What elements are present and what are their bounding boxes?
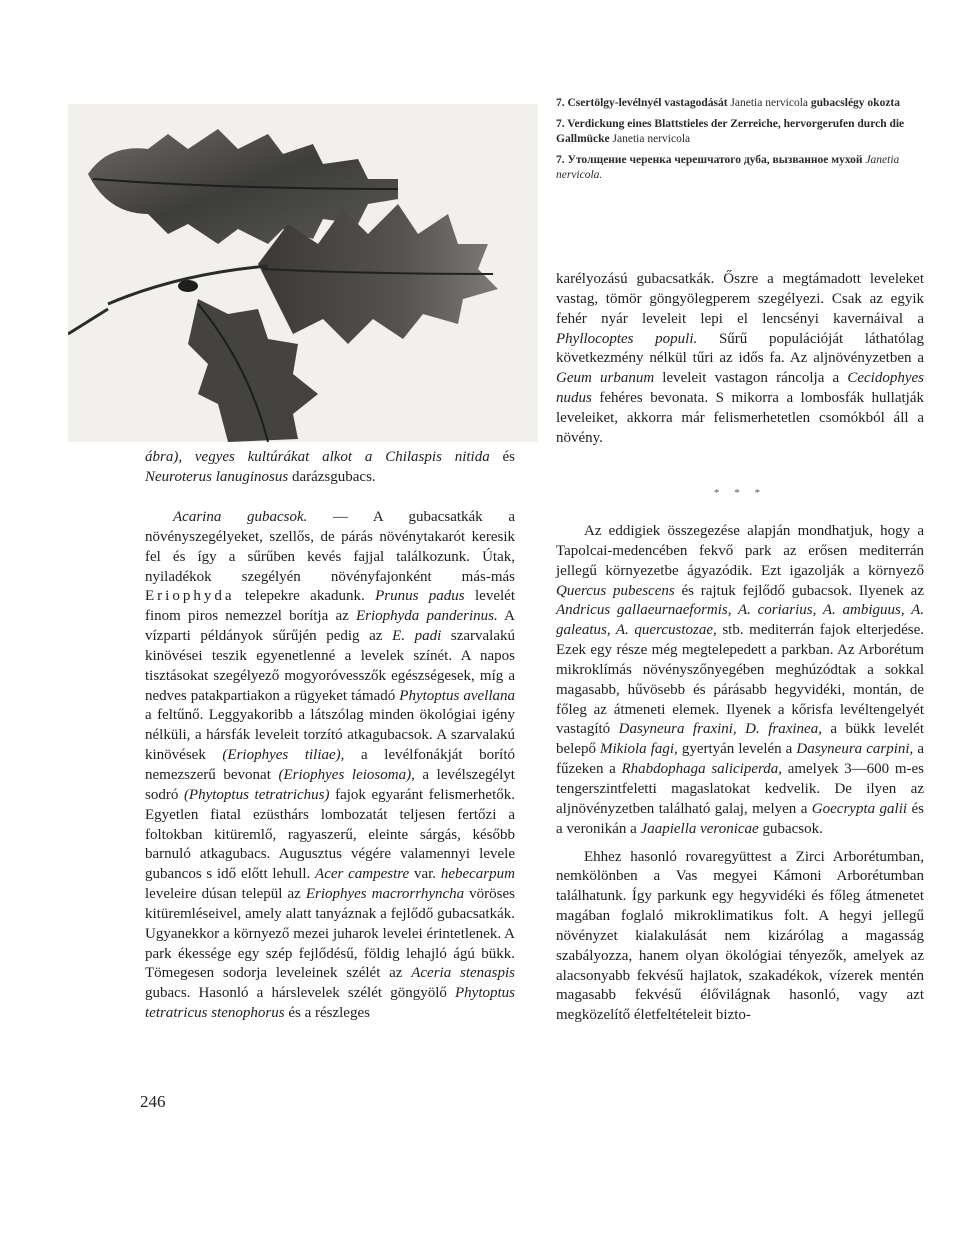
oak-leaf-photo bbox=[68, 104, 538, 442]
species-name: Phyllocoptes populi. bbox=[556, 330, 698, 347]
caption-de-species: Janetia nervicola bbox=[612, 133, 691, 145]
paragraph-continuation bbox=[145, 448, 515, 488]
species-name: Chilaspis nitida bbox=[385, 449, 490, 465]
text-run: ábra), vegyes kultúrákat alkot a bbox=[145, 449, 386, 465]
text-run: szarvalakú kinövései teszik egyenetlenné a levelek színét. A napos tisztásokat szegélyező mogyoróvesszők egészségesek, míg a nedves patakpartiakon a rügyeket támadó bbox=[145, 628, 515, 704]
caption-russian bbox=[556, 153, 928, 183]
text-run: és a veronikán a bbox=[556, 800, 924, 837]
text-run: Az eddigiek összegezése alapján mondhatjuk, hogy a Tapolcai-medencében fekvő park az erősen mediterrán jellegű környezetbe ágyazódik. Ezt igazolják a környező bbox=[556, 523, 924, 579]
caption-hungarian bbox=[556, 96, 928, 111]
species-name: Phytoptus avellana bbox=[399, 687, 515, 704]
species-name: Rhabdophaga saliciperda, bbox=[621, 761, 783, 778]
species-name: hebecarpum bbox=[440, 866, 515, 883]
species-name: Eriophyda panderinus. bbox=[355, 608, 498, 625]
text-run: és bbox=[489, 449, 516, 465]
spaced-genus: Eriophyda bbox=[145, 588, 235, 605]
text-run: stb. mediterrán fajok elterjedése. Ezek egy része még megtelepedett a parkban. Az Arborétum mikroklímás növényszőnyegében meghúzódtak a sokkal magasabb, hűvösebb és párásabb hegyvidéki, montán, de főleg az átmeneti elemek. Ilyenek a kőrisfa levéltengelyét vastagító bbox=[556, 622, 924, 738]
left-column-body bbox=[145, 508, 515, 1024]
species-name: E. padi bbox=[392, 628, 442, 645]
text-run: karélyozású gubacsatkák. Őszre a megtámadott leveleket vastag, tömör göngyölegperem szegélyezi. Csak az egyik fehér nyár leveleit lepi el lencsényi kavernáival a bbox=[556, 271, 924, 327]
text-run: — A gubacsatkák a növényszegélyeket, szellős, de párás növénytakarót keresik fel és így a sűrűben kevés fajjal találkozunk. Útak, nyiladékok szegélyén növényfajonként más-más bbox=[145, 509, 515, 585]
text-run: és rajtuk fejlődő gubacsok. Ilyenek az bbox=[674, 582, 924, 599]
text-run: A vízparti példányok sűrűjén pedig az bbox=[145, 608, 515, 645]
caption-hu-tail: gubacslégy okozta bbox=[810, 97, 900, 109]
caption-ru-text: 7. Утолщение черенка черешчатого дуба, вызванное мухой bbox=[556, 154, 863, 166]
text-run: fehéres bevonata. S mikorra a lombosfák hullatják leveleiket, akkorra már felismerhetetlen csomókból áll a növény. bbox=[556, 390, 924, 446]
text-run: Sűrű populációját láthatólag következmény nélkül tűri az idős fa. Az aljnövényzetben a bbox=[556, 330, 924, 367]
text-run: telepekre akadunk. bbox=[234, 588, 376, 605]
species-name: Aceria stenaspis bbox=[411, 965, 515, 982]
text-run: a fűzeken a bbox=[556, 741, 924, 778]
text-run: fajok egyaránt felismerhetők. Egyetlen fiatal ezüsthárs lombozatát teljesen fertőzi a foltokban kitüremlő, ragyaszerű, eleinte sárgás, később barnuló atkagubacs. Augusztus végére valamennyi levele gubancos s idő előtt lehull. bbox=[145, 786, 515, 883]
section-heading: Acarina gubacsok. bbox=[173, 509, 308, 525]
paragraph-karelyozasu bbox=[556, 270, 924, 449]
species-name: Geum urbanum bbox=[556, 370, 655, 387]
figure-caption bbox=[556, 96, 928, 189]
paragraph-zirci: Ehhez hasonló rovaregyüttest a Zirci Arborétumban, nemkölönben a Vas megyei Kámoni Arborétumban találhatunk. Így parkunk egy hegyvidéki és főleg átmenetet magában foglaló mikroklimatikus folt. A hegyi jellegű növényzet kialakulását nem kizárólag a magasság szabályozza, hanem olyan ökológiai tényezők, amelyek az alacsonyabb fekvésű hajlatok, szakadékok, vízerek mentén magasabb fekvésű élővilágnak hasonló, vagy azt megközelítő életfeltételeit bizto- bbox=[556, 848, 924, 1024]
species-name: (Eriophyes leiosoma) bbox=[278, 766, 412, 783]
text-run: gubacs. Hasonló a hárslevelek szélét göngyölő bbox=[145, 985, 455, 1002]
text-run: var. bbox=[409, 866, 441, 883]
species-name: Prunus padus bbox=[375, 588, 465, 605]
species-name: Dasyneura fraxini, D. fraxinea, bbox=[618, 721, 822, 738]
text-run: , a levélszegélyt sodró bbox=[145, 766, 515, 803]
caption-hu-text: 7. Csertölgy-levélnyél vastagodását bbox=[556, 97, 728, 109]
species-name: Andricus gallaeurnaeformis, A. coriarius, A. ambiguus, A. galeatus, A. quercustozae, bbox=[556, 602, 924, 639]
caption-de-text: 7. Verdickung eines Blattstieles der Zerreiche, hervorgerufen durch die Gallmücke bbox=[556, 118, 905, 145]
oak-leaf-illustration bbox=[68, 104, 538, 442]
caption-hu-species: Janetia nervicola bbox=[730, 97, 808, 109]
text-run: amelyek 3—600 m-es tengerszintfeletti magaslatokat kedvelik. De ilyen az aljnövényzetben található galaj, melyen a bbox=[556, 761, 924, 817]
text-run: darázsgubacs. bbox=[288, 468, 376, 485]
text-run: gyertyán levelén a bbox=[677, 741, 797, 758]
paragraph-acarina bbox=[145, 508, 515, 1024]
species-name: Neuroterus lanuginosus bbox=[145, 468, 289, 485]
text-run: , a levélfonákját borító nemezszerű bevonat bbox=[145, 747, 515, 783]
text-run: leveleire dúsan települ az bbox=[145, 886, 306, 903]
caption-german bbox=[556, 117, 928, 147]
species-name: Eriophyes macrorrhyncha bbox=[305, 886, 465, 903]
text-run: és a részleges bbox=[284, 1005, 370, 1022]
text-run: a feltűnő. Leggyakoribb a látszólag minden ökológiai igény nélküli, a hársfák leveleit torzító atkagubacsok. A szarvalakú kinövések bbox=[145, 707, 515, 764]
right-column-top bbox=[556, 270, 924, 449]
species-name: Cecidophyes nudus bbox=[556, 370, 924, 407]
species-name: Mikiola fagi, bbox=[600, 741, 678, 758]
text-run: gubacsok. bbox=[758, 820, 823, 837]
species-name: Quercus pubescens bbox=[556, 582, 675, 599]
section-divider-stars: * * * bbox=[714, 487, 766, 499]
species-name: Phytoptus tetratricus stenophorus bbox=[145, 985, 515, 1022]
text-run: vöröses kitüremléseivel, amely alatt tanyáznak a fejlődő gubacsatkák. Ugyanekkor a környező mezei juharok levelei érintetlenek. A park ékessége egy szép fejlődésű, földig lehajló ágú bükk. Tömegesen sodorja leveleinek szélét az bbox=[145, 886, 515, 982]
species-name: (Eriophyes tiliae) bbox=[222, 747, 341, 764]
right-column-body bbox=[556, 522, 924, 1026]
species-name: Jaapiella veronicae bbox=[640, 820, 759, 837]
page-number: 246 bbox=[140, 1092, 166, 1111]
left-column-top bbox=[145, 448, 515, 488]
species-name: Goecrypta galii bbox=[811, 800, 908, 817]
text-run: a bükk levelét belepő bbox=[556, 721, 925, 758]
caption-ru-species: Janetia nervicola. bbox=[556, 154, 900, 181]
paragraph-summary bbox=[556, 522, 924, 840]
species-name: Dasyneura carpini, bbox=[796, 741, 914, 758]
species-name: (Phytoptus tetratrichus) bbox=[183, 786, 330, 803]
text-run: levelét finom piros nemezzel borítja az bbox=[145, 588, 515, 625]
species-name: Acer campestre bbox=[315, 866, 410, 883]
text-run: leveleit vastagon ráncolja a bbox=[654, 370, 848, 387]
